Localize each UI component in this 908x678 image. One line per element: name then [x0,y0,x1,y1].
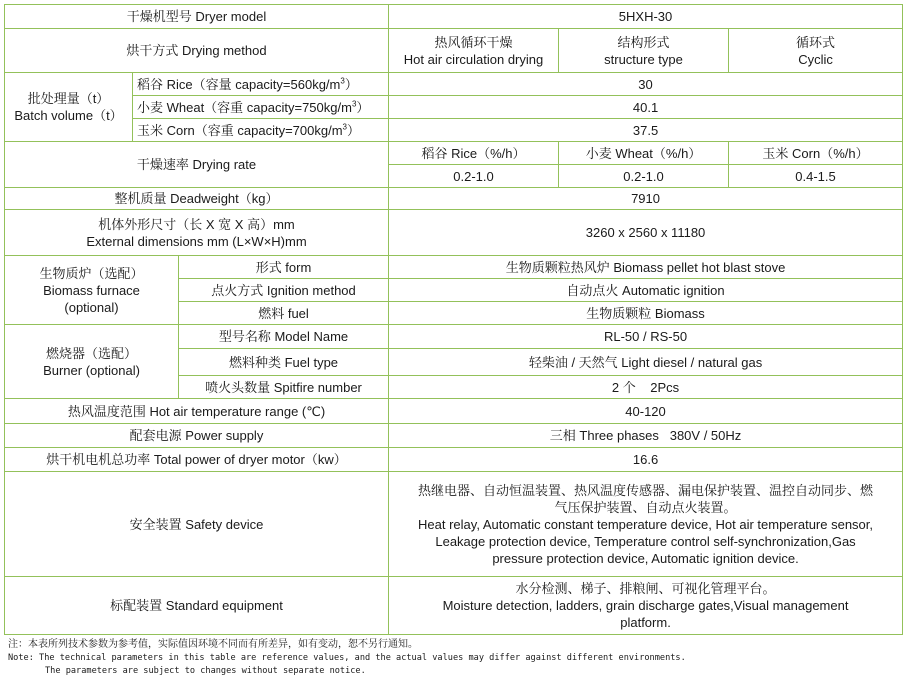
batch-label-en: Batch volume（t） [14,108,123,123]
row-total-power [5,448,903,472]
safety-line: Heat relay, Automatic constant temperature device, Hot air temperature sensor, [418,516,874,532]
furnace-label [5,256,179,325]
dimensions-label-en: External dimensions mm (L×W×H)mm [86,233,307,249]
burner-model-value: RL-50 / RS-50 [389,325,903,349]
dimensions-label [5,210,389,256]
batch-wheat-label: 小麦 Wheat（容重 $capacity=750kg/m^3$） [133,96,389,119]
safety-line: 气压保护装置、自动点火装置。 [554,499,737,515]
burner-model-label: 型号名称 Model Name [179,325,389,349]
power-supply-value: 三相 Three phases 380V / 50Hz [389,424,903,448]
furnace-label-en1: Biomass furnace [43,282,140,298]
standard-line: platform. [620,615,671,630]
row-power-supply [5,424,903,448]
row-furnace-form [5,256,903,279]
model-label: 干燥机型号 Dryer model [5,5,389,29]
drying-method-3-cn: 循环式 [796,34,836,50]
drying-method-2-en: structure type [604,51,683,67]
row-standard [5,577,903,635]
furnace-form-value: 生物质颗粒热风炉 Biomass pellet hot blast stove [389,256,903,279]
row-batch-rice [5,73,903,96]
dimensions-value: 3260 x 2560 x 11180 [389,210,903,256]
drying-method-1-en: Hot air circulation drying [403,51,544,67]
drying-rate-label: 干燥速率 Drying rate [5,142,389,188]
spec-table [4,4,903,635]
furnace-fuel-label: 燃料 fuel [179,302,389,325]
drying-rate-head-corn: 玉米 Corn（%/h） [729,142,903,165]
furnace-ignition-label: 点火方式 Ignition method [179,279,389,302]
burner-spitfire-label: 喷火头数量 Spitfire number [179,376,389,399]
dimensions-label-cn: 机体外形尺寸（长 X 宽 X 高）mm [98,216,295,232]
row-batch-wheat [5,96,903,119]
standard-line: 水分检测、梯子、排粮闸、可视化管理平台。 [515,581,776,596]
drying-rate-head-wheat: 小麦 Wheat（%/h） [559,142,729,165]
drying-method-3-en: Cyclic [798,51,833,67]
model-value: 5HXH-30 [389,5,903,29]
burner-label-cn: 燃烧器（选配） [45,345,137,361]
drying-method-label: 烘干方式 Drying method [5,29,389,73]
furnace-form-label: 形式 form [179,256,389,279]
drying-method-2-cn: 结构形式 [617,34,670,50]
standard-label: 标配装置 Standard equipment [5,577,389,635]
furnace-ignition-value: 自动点火 Automatic ignition [389,279,903,302]
drying-rate-wheat: 0.2-1.0 [559,165,729,188]
batch-corn-value: 37.5 [389,119,903,142]
drying-method-1-cn: 热风循环干燥 [434,34,513,50]
standard-line: Moisture detection, ladders, grain discharge gates,Visual management [442,598,849,613]
row-drying-method [5,29,903,73]
drying-rate-head-rice: 稻谷 Rice（%/h） [389,142,559,165]
footnote-en-2: The parameters are subject to changes without separate notice. [45,666,366,676]
drying-rate-rice: 0.2-1.0 [389,165,559,188]
row-drying-rate-head [5,142,903,165]
row-burner-model [5,325,903,349]
safety-line: pressure protection device, Automatic ignition device. [492,550,799,566]
burner-fuel-label: 燃料种类 Fuel type [179,349,389,376]
batch-label-cn: 批处理量（t） [27,91,110,106]
batch-label [5,73,133,142]
deadweight-label: 整机质量 Deadweight（kg） [5,188,389,210]
safety-label: 安全装置 Safety device [5,472,389,577]
safety-value [389,472,903,577]
burner-fuel-value: 轻柴油 / 天然气 Light diesel / natural gas [389,349,903,376]
drying-method-1 [389,29,559,73]
batch-wheat-value: 40.1 [389,96,903,119]
burner-label [5,325,179,399]
total-power-value: 16.6 [389,448,903,472]
row-batch-corn [5,119,903,142]
furnace-label-cn: 生物质炉（选配） [39,265,144,281]
drying-method-3 [729,29,903,73]
standard-value [389,577,903,635]
footnote-en-1: Note: The technical parameters in this table are reference values, and the actual values may differ against different environments. [8,653,686,663]
batch-rice-value: 30 [389,73,903,96]
row-hot-air [5,399,903,424]
furnace-fuel-value: 生物质颗粒 Biomass [389,302,903,325]
total-power-label: 烘干机电机总功率 Total power of dryer motor（kw） [5,448,389,472]
batch-rice-label: 稻谷 Rice（容量 $capacity=560kg/m^3$） [133,73,389,96]
hot-air-label: 热风温度范围 Hot air temperature range (℃) [5,399,389,424]
row-dimensions [5,210,903,256]
deadweight-value: 7910 [389,188,903,210]
burner-spitfire-value: 2 个 2Pcs [389,376,903,399]
footnote-cn: 注：本表所列技术参数为参考值，实际值因环境不同而有所差异，如有变动，恕不另行通知。 [8,639,418,650]
row-deadweight [5,188,903,210]
burner-label-en: Burner (optional) [43,362,140,378]
drying-method-2 [559,29,729,73]
drying-rate-corn: 0.4-1.5 [729,165,903,188]
row-safety [5,472,903,577]
batch-corn-label: 玉米 Corn（容重 $capacity=700kg/m^3$） [133,119,389,142]
hot-air-value: 40-120 [389,399,903,424]
row-model [5,5,903,29]
furnace-label-en2: (optional) [64,299,119,315]
footnote [8,638,903,678]
safety-line: 热继电器、自动恒温装置、热风温度传感器、漏电保护装置、温控自动同步、燃 [418,482,874,498]
safety-line: Leakage protection device, Temperature control self-synchronization,Gas [435,533,856,549]
power-supply-label: 配套电源 Power supply [5,424,389,448]
